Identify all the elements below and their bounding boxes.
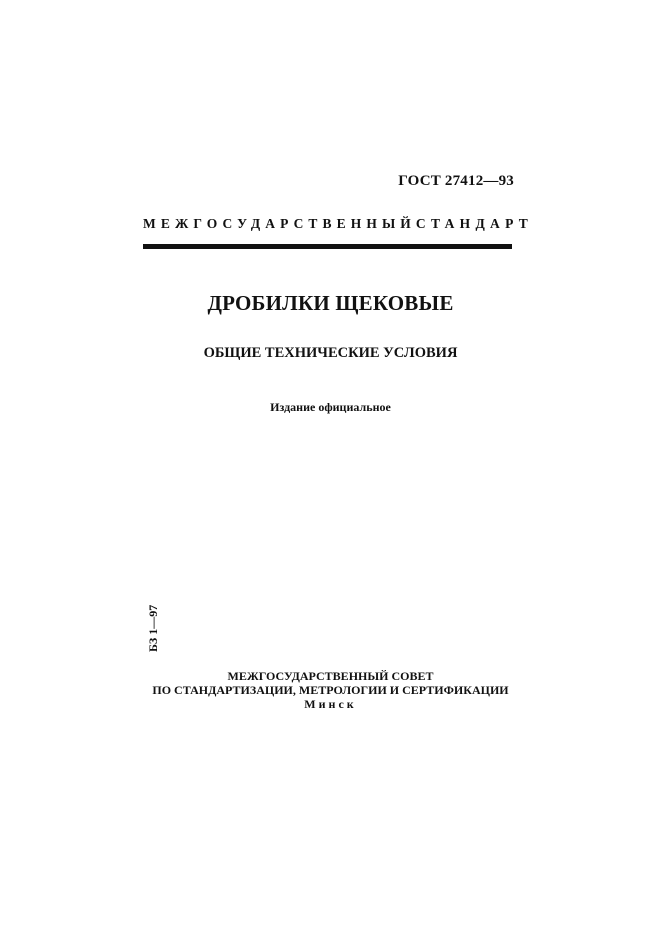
publisher-line-1: МЕЖГОСУДАРСТВЕННЫЙ СОВЕТ — [227, 669, 434, 683]
side-code: БЗ 1—97 — [146, 604, 160, 652]
document-title: ДРОБИЛКИ ЩЕКОВЫЕ — [207, 291, 454, 315]
edition-note: Издание официальное — [270, 400, 391, 414]
header-rule — [143, 244, 512, 249]
publisher-block — [0, 669, 661, 711]
publisher-city: Минск — [304, 697, 357, 711]
document-subtitle: ОБЩИЕ ТЕХНИЧЕСКИЕ УСЛОВИЯ — [203, 345, 458, 361]
publisher-line-2: ПО СТАНДАРТИЗАЦИИ, МЕТРОЛОГИИ И СЕРТИФИКАЦИИ — [152, 683, 509, 697]
standard-type-word-interstate: МЕЖГОСУДАРСТВЕННЫЙ — [143, 216, 416, 231]
gost-number: ГОСТ 27412—93 — [398, 173, 514, 189]
standard-type-word-standard: СТАНДАРТ — [415, 216, 534, 231]
standard-type-heading — [143, 216, 534, 232]
